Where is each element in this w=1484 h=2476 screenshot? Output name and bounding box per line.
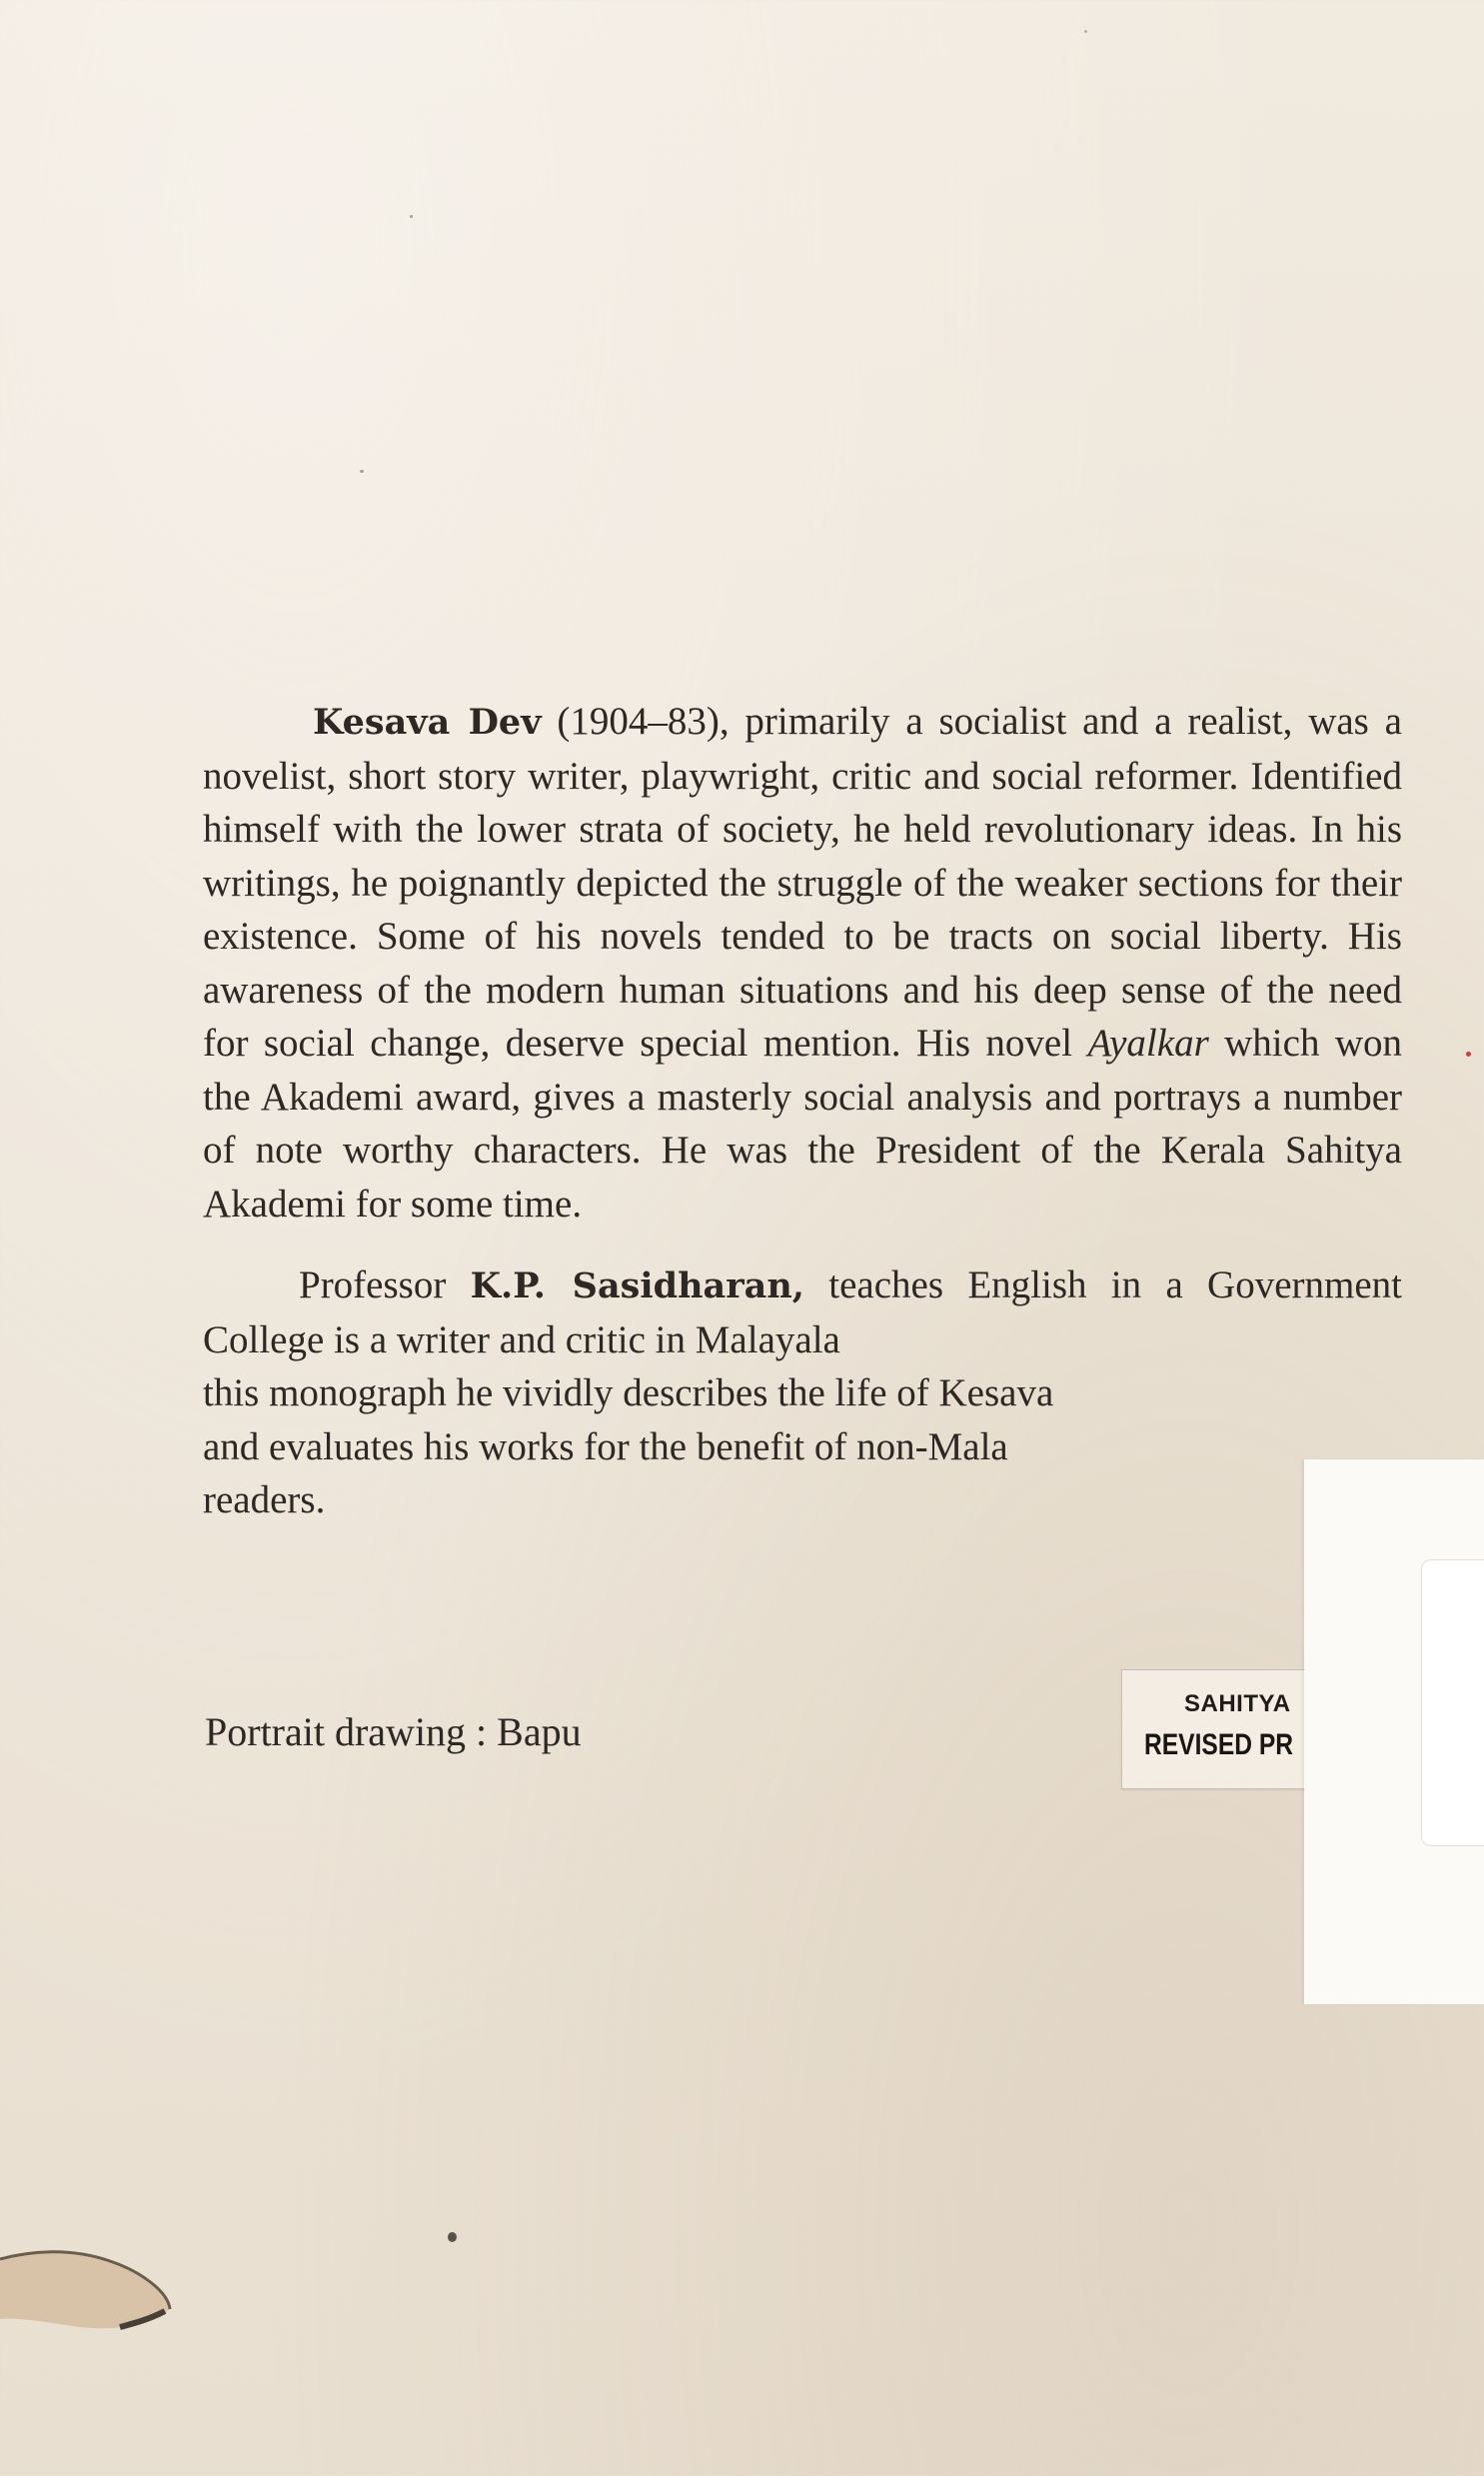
monograph-paragraph xyxy=(203,1258,1402,1527)
author-blurb xyxy=(203,695,1402,1527)
monograph-text-b: teaches English in a Government College is a writer and critic in Malayala xyxy=(203,1263,1402,1361)
monograph-text-c: this monograph he vividly describes the life of Kesava xyxy=(203,1371,1054,1414)
sticker-line-2: REVISED PR xyxy=(1144,1728,1294,1761)
author-name: Kesava Dev xyxy=(313,702,542,743)
paper-speck xyxy=(448,2232,457,2242)
paper-speck xyxy=(410,215,413,218)
author-text-b: which won the Akademi award, gives a masterly social analysis and portrays a number of note worthy characters. He was the President of the Kerala Sahitya Akademi for some time. xyxy=(203,1022,1402,1226)
paper-speck xyxy=(360,470,364,473)
novel-title: Ayalkar xyxy=(1087,1022,1209,1065)
paper-speck xyxy=(1084,30,1087,33)
monograph-text-a: Professor xyxy=(299,1263,471,1306)
monograph-text-e: readers. xyxy=(203,1478,326,1521)
monograph-author-name: K.P. Sasidharan, xyxy=(470,1265,804,1306)
paper-speck xyxy=(1466,1052,1471,1057)
author-text-a: (1904–83), primarily a socialist and a realist, was a novelist, short story writer, playwright, critic and social reformer. Identified himself with the lower strata of society, he held revolutionary ideas. In his writings, he poignantly depicted the struggle of the weaker sections for their existence. Some of his novels tended to be tracts on social liberty. His awareness of the modern human situations and his deep sense of the need for social change, deserve special mention. His novel xyxy=(203,700,1402,1065)
monograph-text-d: and evaluates his works for the benefit of non-Mala xyxy=(203,1424,1008,1468)
torn-paper-mark xyxy=(0,2239,175,2339)
paper-patch-tab xyxy=(1421,1559,1484,1846)
author-paragraph xyxy=(203,695,1402,1231)
portrait-credit: Portrait drawing : Bapu xyxy=(205,1709,582,1754)
sticker-line-1: SAHITYA xyxy=(1184,1690,1291,1717)
